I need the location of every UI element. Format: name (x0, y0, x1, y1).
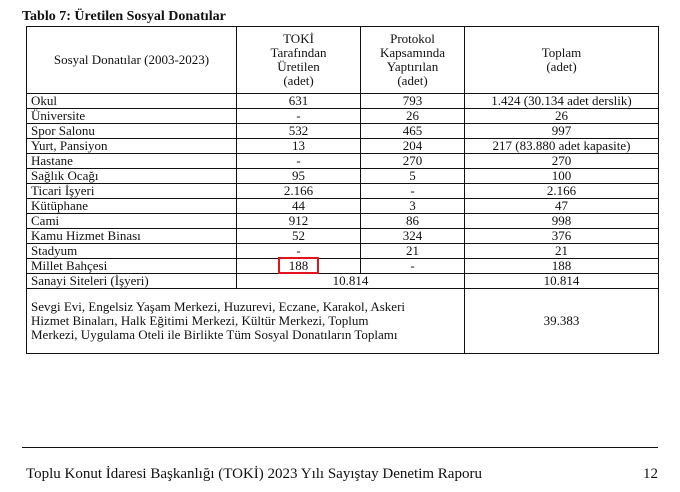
summary-line: Hizmet Binaları, Halk Eğitimi Merkezi, Kültür Merkezi, Toplum (31, 313, 369, 328)
row-toki: 44 (237, 199, 361, 214)
row-merged-value: 10.814 (237, 274, 465, 289)
header-line: (adet) (546, 59, 577, 74)
row-name: Kamu Hizmet Binası (27, 229, 237, 244)
row-name: Sanayi Siteleri (İşyeri) (27, 274, 237, 289)
table-row (27, 184, 659, 199)
table-header-row (27, 27, 659, 94)
page-footer (26, 465, 658, 483)
header-protokol (361, 27, 465, 94)
row-name: Ticari İşyeri (27, 184, 237, 199)
table-row (27, 109, 659, 124)
row-toki: 2.166 (237, 184, 361, 199)
row-protokol: 86 (361, 214, 465, 229)
table-row (27, 229, 659, 244)
header-line: Protokol (390, 31, 435, 46)
social-facilities-table (26, 26, 659, 354)
row-protokol: 26 (361, 109, 465, 124)
row-toplam: 998 (465, 214, 659, 229)
table-row-sanayi (27, 274, 659, 289)
footer-text: Toplu Konut İdaresi Başkanlığı (TOKİ) 2023 Yılı Sayıştay Denetim Raporu (26, 466, 482, 482)
row-protokol: - (361, 184, 465, 199)
row-protokol: 324 (361, 229, 465, 244)
row-protokol: 5 (361, 169, 465, 184)
header-line: Tarafından (270, 45, 327, 60)
header-line: (adet) (283, 73, 314, 88)
row-toki: 532 (237, 124, 361, 139)
row-name: Cami (27, 214, 237, 229)
header-toplam (465, 27, 659, 94)
row-name: Kütüphane (27, 199, 237, 214)
row-name: Stadyum (27, 244, 237, 259)
summary-line: Merkezi, Uygulama Oteli ile Birlikte Tüm Sosyal Donatıların Toplamı (31, 327, 398, 342)
row-protokol: 793 (361, 94, 465, 109)
row-protokol: 3 (361, 199, 465, 214)
row-protokol: 204 (361, 139, 465, 154)
table-row (27, 124, 659, 139)
table-row (27, 259, 659, 274)
header-line: TOKİ (283, 31, 314, 46)
row-protokol: 465 (361, 124, 465, 139)
header-line: (adet) (397, 73, 428, 88)
row-toki: 631 (237, 94, 361, 109)
row-toplam: 21 (465, 244, 659, 259)
row-toplam: 1.424 (30.134 adet derslik) (465, 94, 659, 109)
row-toplam: 26 (465, 109, 659, 124)
summary-line: Sevgi Evi, Engelsiz Yaşam Merkezi, Huzurevi, Eczane, Karakol, Askeri (31, 299, 406, 314)
row-name: Üniversite (27, 109, 237, 124)
row-toplam: 100 (465, 169, 659, 184)
row-protokol: 270 (361, 154, 465, 169)
footer-divider (22, 447, 658, 448)
header-category: Sosyal Donatılar (2003-2023) (27, 27, 237, 94)
table-row (27, 244, 659, 259)
row-toki: 95 (237, 169, 361, 184)
table-row (27, 169, 659, 184)
row-toki: - (237, 154, 361, 169)
page-number: 12 (643, 466, 658, 482)
header-line: Toplam (541, 45, 582, 60)
row-name: Yurt, Pansiyon (27, 139, 237, 154)
table-row (27, 139, 659, 154)
table-row (27, 199, 659, 214)
summary-total: 39.383 (465, 289, 659, 354)
row-toki: 52 (237, 229, 361, 244)
row-name: Okul (27, 94, 237, 109)
row-name: Millet Bahçesi (27, 259, 237, 274)
row-toki (237, 259, 361, 274)
table-row (27, 94, 659, 109)
row-toki: 13 (237, 139, 361, 154)
row-toplam: 10.814 (465, 274, 659, 289)
summary-description (27, 289, 465, 354)
row-name: Spor Salonu (27, 124, 237, 139)
highlight-box: 188 (278, 257, 320, 274)
header-toki (237, 27, 361, 94)
row-toplam: 47 (465, 199, 659, 214)
row-toplam: 217 (83.880 adet kapasite) (465, 139, 659, 154)
header-line: Üretilen (277, 59, 320, 74)
table-row (27, 214, 659, 229)
row-toplam: 188 (465, 259, 659, 274)
header-line: Yaptırılan (386, 59, 439, 74)
table-title: Tablo 7: Üretilen Sosyal Donatılar (22, 9, 226, 24)
row-toki: 912 (237, 214, 361, 229)
row-toki: - (237, 109, 361, 124)
row-protokol: - (361, 259, 465, 274)
row-name: Hastane (27, 154, 237, 169)
row-protokol: 21 (361, 244, 465, 259)
row-toplam: 376 (465, 229, 659, 244)
table-row-summary (27, 289, 659, 354)
table-row (27, 154, 659, 169)
row-toki: - (237, 244, 361, 259)
row-name: Sağlık Ocağı (27, 169, 237, 184)
header-line: Kapsamında (380, 45, 445, 60)
row-toplam: 270 (465, 154, 659, 169)
row-toplam: 2.166 (465, 184, 659, 199)
row-toplam: 997 (465, 124, 659, 139)
